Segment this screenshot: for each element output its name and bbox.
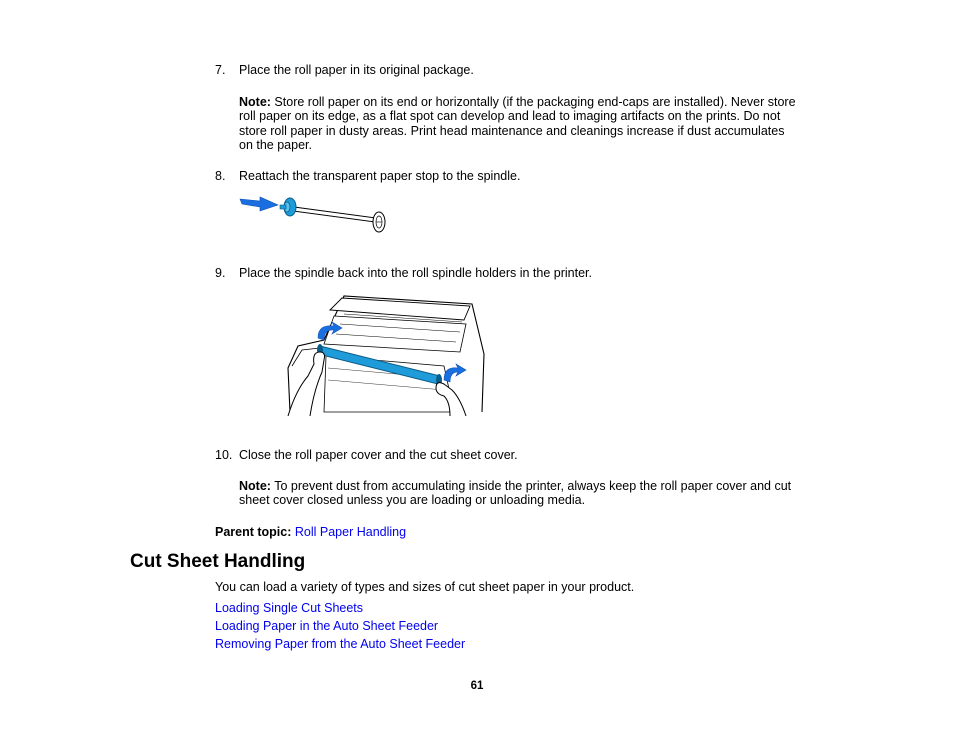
step-8-text: Reattach the transparent paper stop to the spindle. [239, 169, 521, 183]
step-9-text: Place the spindle back into the roll spindle holders in the printer. [239, 266, 592, 280]
link-removing-paper-auto-sheet-feeder[interactable]: Removing Paper from the Auto Sheet Feeder [215, 637, 466, 651]
spindle-illustration [238, 192, 390, 236]
note-1-label: Note: [239, 95, 271, 109]
note-1 [239, 95, 829, 153]
step-9-number: 9. [215, 266, 226, 280]
printer-spindle-illustration [284, 294, 488, 416]
parent-topic [215, 525, 406, 540]
step-7-text: Place the roll paper in its original package. [239, 63, 474, 77]
step-8-number: 8. [215, 169, 226, 183]
section-intro: You can load a variety of types and sizes of cut sheet paper in your product. [215, 580, 635, 594]
note-2-line-1: To prevent dust from accumulating inside the printer, always keep the roll paper cover and cut [270, 479, 792, 493]
link-loading-paper-auto-sheet-feeder[interactable]: Loading Paper in the Auto Sheet Feeder [215, 619, 439, 633]
section-title: Cut Sheet Handling [130, 551, 306, 572]
note-1-line-1: Store roll paper on its end or horizontally (if the packaging end-caps are installed). Never store [270, 95, 796, 109]
note-2-line-2: sheet cover closed unless you are loading or unloading media. [239, 493, 586, 508]
note-1-line-2: roll paper on its edge, as a flat spot can develop and lead to imaging artifacts on the prints. Do not [239, 109, 781, 124]
note-2-label: Note: [239, 479, 271, 493]
parent-topic-link[interactable]: Roll Paper Handling [294, 525, 407, 539]
note-1-line-3: store roll paper in dusty areas. Print head maintenance and cleanings increase if dust accumulates [239, 123, 785, 138]
parent-topic-label: Parent topic: [215, 525, 292, 539]
note-1-line-4: on the paper. [239, 138, 312, 153]
step-10-text: Close the roll paper cover and the cut sheet cover. [239, 448, 518, 462]
step-7-number: 7. [215, 63, 226, 77]
note-2 [239, 479, 829, 508]
link-loading-single-cut-sheets[interactable]: Loading Single Cut Sheets [215, 601, 364, 615]
step-10-number: 10. [215, 448, 233, 462]
page-number: 61 [470, 680, 484, 692]
